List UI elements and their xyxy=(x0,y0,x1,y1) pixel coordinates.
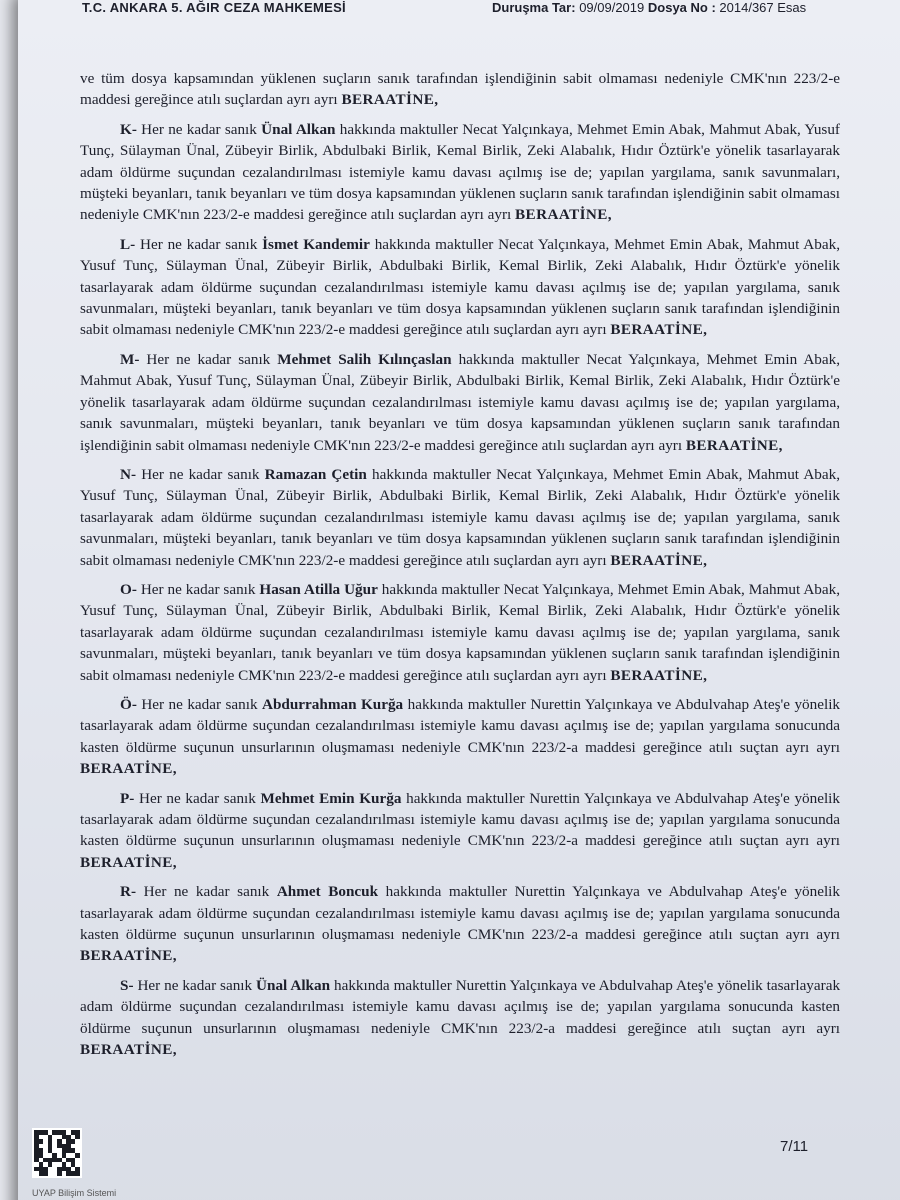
paragraph-m xyxy=(80,349,840,456)
paragraph-text: hakkında maktuller Necat Yalçınkaya, Mehmet Emin Abak, Mahmut Abak, Yusuf Tunç, Sülayman Ünal, Zübeyir Birlik, Abdulbaki Birlik, Kemal Birlik, Zeki Alabalık, Hıdır Öztürk'e yönelik tasarlayarak adam öldürme suçundan cezalandırılması istemiyle kamu davası açılmış ise de; yapılan yargılama, sanık savunmaları, müşteki beyanları, tanık beyanları ve tüm dosya kapsamından yüklenen suçların sanık tarafından işlendiğinin sabit olmaması nedeniyle CMK'nın 223/2-e maddesi gereğince atılı suçlardan ayrı ayrı xyxy=(80,350,841,454)
paragraph-intro: Her ne kadar sanık xyxy=(141,465,260,483)
paragraph-intro: Her ne kadar sanık xyxy=(141,120,257,138)
paragraph-intro: Her ne kadar sanık xyxy=(137,976,253,994)
defendant-name: Ramazan Çetin xyxy=(264,465,367,483)
file-number: 2014/367 Esas xyxy=(719,0,807,15)
continuation-paragraph xyxy=(80,68,840,111)
paragraph-letter: Ö- xyxy=(120,695,137,713)
defendant-name: Abdurrahman Kurğa xyxy=(262,695,404,713)
paragraph-l xyxy=(80,234,840,341)
document-body xyxy=(80,68,840,1060)
paragraph-letter: S- xyxy=(120,976,134,994)
paragraph-letter: R- xyxy=(120,883,137,901)
verdict-word: BERAATİNE, xyxy=(80,947,177,965)
paragraph-text: hakkında maktuller Nurettin Yalçınkaya ve Abdulvahap Ateş'e yönelik tasarlayarak adam öldürme suçundan cezalandırılması istemiyle kamu davası açılmış ise de; yapılan yargılama sonucunda kasten öldürme suçunun unsurlarının oluşmaması nedeniyle CMK'nın 223/2-a maddesi gereğince atılı suçtan ayrı ayrı xyxy=(80,695,841,756)
paragraph-letter: N- xyxy=(120,465,137,483)
page-number: 7/11 xyxy=(780,1138,809,1155)
verdict-word: BERAATİNE, xyxy=(610,321,708,339)
paragraph-letter: L- xyxy=(120,235,136,253)
paragraph-s xyxy=(80,975,840,1061)
defendant-name: Ünal Alkan xyxy=(256,976,331,994)
paragraph-text: hakkında maktuller Nurettin Yalçınkaya ve Abdulvahap Ateş'e yönelik tasarlayarak adam öldürme suçundan cezalandırılması istemiyle kamu davası açılmış ise de; yapılan yargılama sonucunda kasten öldürme suçunun unsurlarının oluşmaması nedeniyle CMK'nın 223/2-a maddesi gereğince atılı suçtan ayrı ayrı xyxy=(80,976,841,1037)
paragraph-intro: Her ne kadar sanık xyxy=(140,235,258,253)
hearing-date: 09/09/2019 xyxy=(579,0,645,15)
paragraph-text: hakkında maktuller Necat Yalçınkaya, Mehmet Emin Abak, Mahmut Abak, Yusuf Tunç, Sülayman Ünal, Zübeyir Birlik, Abdulbaki Birlik, Kemal Birlik, Zeki Alabalık, Hıdır Öztürk'e yönelik tasarlayarak adam öldürme suçundan cezalandırılması istemiyle kamu davası açılmış ise de; yapılan yargılama, sanık savunmaları, müşteki beyanları, tanık beyanları ve tüm dosya kapsamından yüklenen suçların sanık tarafından işlendiğinin sabit olmaması nedeniyle CMK'nın 223/2-e maddesi gereğince atılı suçlardan ayrı ayrı xyxy=(80,235,840,339)
paragraph-letter: K- xyxy=(120,120,137,138)
court-name: T.C. ANKARA 5. AĞIR CEZA MAHKEMESİ xyxy=(82,0,346,15)
verdict-word: BERAATİNE, xyxy=(610,666,708,684)
qr-code-icon xyxy=(32,1128,82,1178)
defendant-name: Mehmet Salih Kılınçaslan xyxy=(277,350,452,368)
paragraph-r xyxy=(80,881,840,967)
paragraph-o xyxy=(80,579,840,686)
paragraph-intro: Her ne kadar sanık xyxy=(143,883,270,901)
paragraph-letter: P- xyxy=(120,789,135,807)
paragraph-text: hakkında maktuller Nurettin Yalçınkaya ve Abdulvahap Ateş'e yönelik tasarlayarak adam öldürme suçundan cezalandırılması istemiyle kamu davası açılmış ise de; yapılan yargılama sonucunda kasten öldürme suçunun unsurlarının oluşmaması nedeniyle CMK'nın 223/2-a maddesi gereğince atılı suçtan ayrı ayrı xyxy=(80,883,840,944)
verdict-word: BERAATİNE, xyxy=(80,1041,177,1059)
paragraph-letter: O- xyxy=(120,580,137,598)
paragraph-intro: Her ne kadar sanık xyxy=(146,350,271,368)
verdict-word: BERAATİNE, xyxy=(80,853,177,871)
hearing-label: Duruşma Tar: xyxy=(492,0,576,15)
defendant-name: Ünal Alkan xyxy=(261,120,336,138)
verdict-word: BERAATİNE, xyxy=(80,760,177,778)
defendant-name: Ahmet Boncuk xyxy=(276,883,379,901)
paragraph-k xyxy=(80,119,840,226)
paragraph-text: hakkında maktuller Necat Yalçınkaya, Mehmet Emin Abak, Mahmut Abak, Yusuf Tunç, Sülayman Ünal, Zübeyir Birlik, Abdulbaki Birlik, Kemal Birlik, Zeki Alabalık, Hıdır Öztürk'e yönelik tasarlayarak adam öldürme suçundan cezalandırılması istemiyle kamu davası açılmış ise de; yapılan yargılama, sanık savunmaları, müşteki beyanları, tanık beyanları ve tüm dosya kapsamından yüklenen suçların sanık tarafından işlendiğinin sabit olmaması nedeniyle CMK'nın 223/2-e maddesi gereğince atılı suçlardan ayrı ayrı xyxy=(80,580,841,684)
paragraph-p xyxy=(80,788,840,874)
system-footer-text: UYAP Bilişim Sistemi xyxy=(32,1188,117,1198)
defendant-name: İsmet Kandemir xyxy=(262,235,370,253)
paragraph-intro: Her ne kadar sanık xyxy=(139,789,256,807)
document-page xyxy=(18,0,900,1200)
file-label: Dosya No : xyxy=(647,0,716,15)
verdict-word: BERAATİNE, xyxy=(685,436,783,454)
verdict-word: BERAATİNE, xyxy=(610,551,708,569)
paragraph-text: hakkında maktuller Nurettin Yalçınkaya ve Abdulvahap Ateş'e yönelik tasarlayarak adam öldürme suçundan cezalandırılması istemiyle kamu davası açılmış ise de; yapılan yargılama sonucunda kasten öldürme suçunun unsurlarının oluşmaması nedeniyle CMK'nın 223/2-a maddesi gereğince atılı suçtan ayrı ayrı xyxy=(80,789,840,850)
defendant-name: Mehmet Emin Kurğa xyxy=(260,789,402,807)
page-footer xyxy=(18,1114,898,1200)
case-info xyxy=(492,0,806,15)
defendant-name: Hasan Atilla Uğur xyxy=(259,580,378,598)
paragraph-letter: M- xyxy=(120,350,140,368)
paragraph-o-umlaut xyxy=(80,694,840,780)
verdict-word: BERAATİNE, xyxy=(341,91,439,109)
paragraph-text: hakkında maktuller Necat Yalçınkaya, Mehmet Emin Abak, Mahmut Abak, Yusuf Tunç, Sülayman Ünal, Zübeyir Birlik, Abdulbaki Birlik, Kemal Birlik, Zeki Alabalık, Hıdır Öztürk'e yönelik tasarlayarak adam öldürme suçundan cezalandırılması istemiyle kamu davası açılmış ise de; yapılan yargılama, sanık savunmaları, müşteki beyanları, tanık beyanları ve tüm dosya kapsamından yüklenen suçların sanık tarafından işlendiğinin sabit olmaması nedeniyle CMK'nın 223/2-e maddesi gereğince atılı suçlardan ayrı ayrı xyxy=(80,465,841,569)
paragraph-text: ve tüm dosya kapsamından yüklenen suçların sanık tarafından işlendiğinin sabit olmaması nedeniyle CMK'nın 223/2-e maddesi gereğince atılı suçlardan ayrı ayrı xyxy=(80,70,840,109)
paragraph-n xyxy=(80,464,840,571)
paragraph-intro: Her ne kadar sanık xyxy=(141,695,258,713)
verdict-word: BERAATİNE, xyxy=(515,206,613,224)
paragraph-intro: Her ne kadar sanık xyxy=(140,580,256,598)
paragraph-text: hakkında maktuller Necat Yalçınkaya, Mehmet Emin Abak, Mahmut Abak, Yusuf Tunç, Sülayman Ünal, Zübeyir Birlik, Abdulbaki Birlik, Kemal Birlik, Zeki Alabalık, Hıdır Öztürk'e yönelik tasarlayarak adam öldürme suçundan cezalandırılması istemiyle kamu davası açılmış ise de; yapılan yargılama, sanık savunmaları, müşteki beyanları, tanık beyanları ve tüm dosya kapsamından yüklenen suçların sanık tarafından işlendiğinin sabit olmaması nedeniyle CMK'nın 223/2-e maddesi gereğince atılı suçlardan ayrı ayrı xyxy=(80,120,840,224)
page-header xyxy=(82,0,898,22)
